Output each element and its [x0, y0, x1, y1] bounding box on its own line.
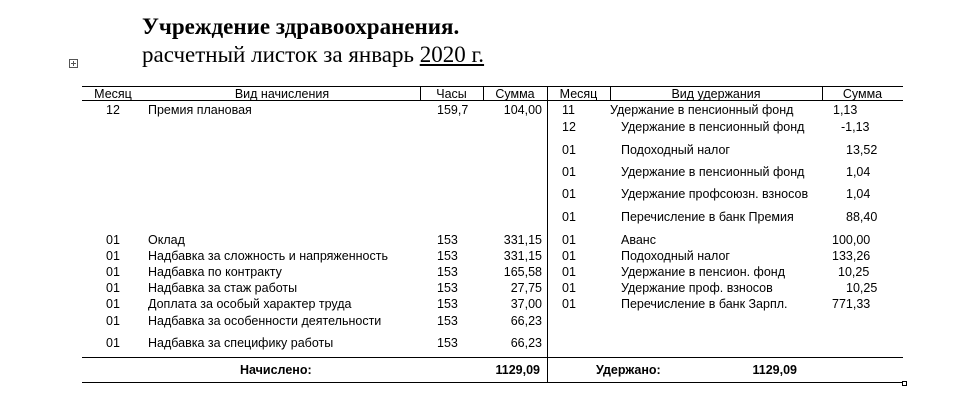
accrual-month: 01: [106, 336, 120, 350]
deduction-type: Удержание в пенсионный фонд: [621, 165, 805, 179]
accrual-total-label: Начислено:: [240, 363, 312, 377]
deduction-sum: 1,13: [833, 103, 858, 117]
accrual-type: Премия плановая: [148, 103, 252, 117]
accrual-type: Надбавка по контракту: [148, 265, 282, 279]
accrual-type: Надбавка за стаж работы: [148, 281, 298, 295]
deduction-sum: 88,40: [846, 210, 878, 224]
deduction-sum: 1,04: [846, 187, 871, 201]
deduction-month: 01: [562, 297, 576, 311]
deduction-month: 01: [562, 143, 576, 157]
deduction-month: 01: [562, 165, 576, 179]
accrual-hours: 153: [437, 336, 458, 350]
subtitle-year: 2020 г.: [419, 42, 485, 67]
deduction-month: 01: [562, 233, 576, 247]
accrual-type: Надбавка за специфику работы: [148, 336, 334, 350]
table-move-handle-icon[interactable]: [69, 59, 78, 68]
accrual-hours: 153: [437, 249, 458, 263]
deduction-type: Удержание проф. взносов: [621, 281, 773, 295]
deduction-type: Перечисление в банк Премия: [621, 210, 794, 224]
accrual-hours: 159,7: [437, 103, 469, 117]
accrual-sum: 66,23: [510, 314, 542, 328]
deduction-month: 01: [562, 210, 576, 224]
accrual-total-value: 1129,09: [495, 363, 540, 377]
deduction-month: 01: [562, 265, 576, 279]
deduction-type: Удержание в пенсион. фонд: [621, 265, 785, 279]
deduction-type: Удержание в пенсионный фонд: [621, 120, 805, 134]
deduction-type: Аванс: [621, 233, 656, 247]
accrual-month: 01: [106, 265, 120, 279]
accrual-type: Оклад: [148, 233, 185, 247]
deduction-type: Подоходный налог: [621, 249, 730, 263]
header-deduction-month: Месяц: [559, 87, 598, 101]
deduction-sum: 771,33: [832, 297, 871, 311]
document-title: Учреждение здравоохранения.: [142, 14, 460, 39]
accrual-type: Надбавка за сложность и напряженность: [148, 249, 388, 263]
accrual-sum: 331,15: [503, 249, 542, 263]
deduction-month: 01: [562, 281, 576, 295]
deduction-month: 01: [562, 187, 576, 201]
deduction-sum: -1,13: [841, 120, 870, 134]
accrual-hours: 153: [437, 297, 458, 311]
deduction-type: Перечисление в банк Зарпл.: [621, 297, 788, 311]
table-bottom-border: [82, 382, 903, 383]
deduction-total-value: 1129,09: [752, 363, 797, 377]
deduction-month: 11: [562, 103, 575, 117]
deduction-sum: 1,04: [846, 165, 871, 179]
accrual-month: 01: [106, 249, 120, 263]
deduction-sum: 133,26: [832, 249, 871, 263]
deduction-type: Удержание в пенсионный фонд: [610, 103, 794, 117]
deduction-type: Подоходный налог: [621, 143, 730, 157]
subtitle-text: расчетный листок за январь: [142, 42, 414, 67]
accrual-sum: 27,75: [510, 281, 542, 295]
accrual-hours: 153: [437, 314, 458, 328]
deduction-type: Удержание профсоюзн. взносов: [621, 187, 809, 201]
accrual-sum: 165,58: [503, 265, 542, 279]
deduction-sum: 13,52: [846, 143, 878, 157]
accrual-month: 01: [106, 314, 120, 328]
document-subtitle: [142, 42, 484, 68]
totals-top-border: [82, 357, 903, 358]
deduction-sum: 10,25: [838, 265, 870, 279]
divider-main: [547, 86, 548, 383]
accrual-sum: 331,15: [503, 233, 542, 247]
accrual-type: Доплата за особый характер труда: [148, 297, 352, 311]
deduction-sum: 10,25: [846, 281, 878, 295]
accrual-sum: 37,00: [510, 297, 542, 311]
header-deduction-type: Вид удержания: [671, 87, 761, 101]
header-accrual-hours: Часы: [436, 87, 467, 101]
accrual-hours: 153: [437, 281, 458, 295]
accrual-hours: 153: [437, 233, 458, 247]
header-accrual-type: Вид начисления: [234, 87, 330, 101]
accrual-hours: 153: [437, 265, 458, 279]
accrual-month: 12: [106, 103, 120, 117]
accrual-month: 01: [106, 297, 120, 311]
deduction-total-label: Удержано:: [596, 363, 661, 377]
header-accrual-sum: Сумма: [495, 87, 535, 101]
accrual-sum: 104,00: [503, 103, 542, 117]
accrual-month: 01: [106, 281, 120, 295]
deduction-month: 01: [562, 249, 576, 263]
accrual-month: 01: [106, 233, 120, 247]
deduction-sum: 100,00: [832, 233, 871, 247]
header-deduction-sum: Сумма: [842, 87, 883, 101]
table-resize-handle-icon[interactable]: [902, 381, 907, 386]
deduction-month: 12: [562, 120, 576, 134]
accrual-type: Надбавка за особенности деятельности: [148, 314, 382, 328]
accrual-sum: 66,23: [510, 336, 542, 350]
header-accrual-month: Месяц: [94, 87, 132, 101]
